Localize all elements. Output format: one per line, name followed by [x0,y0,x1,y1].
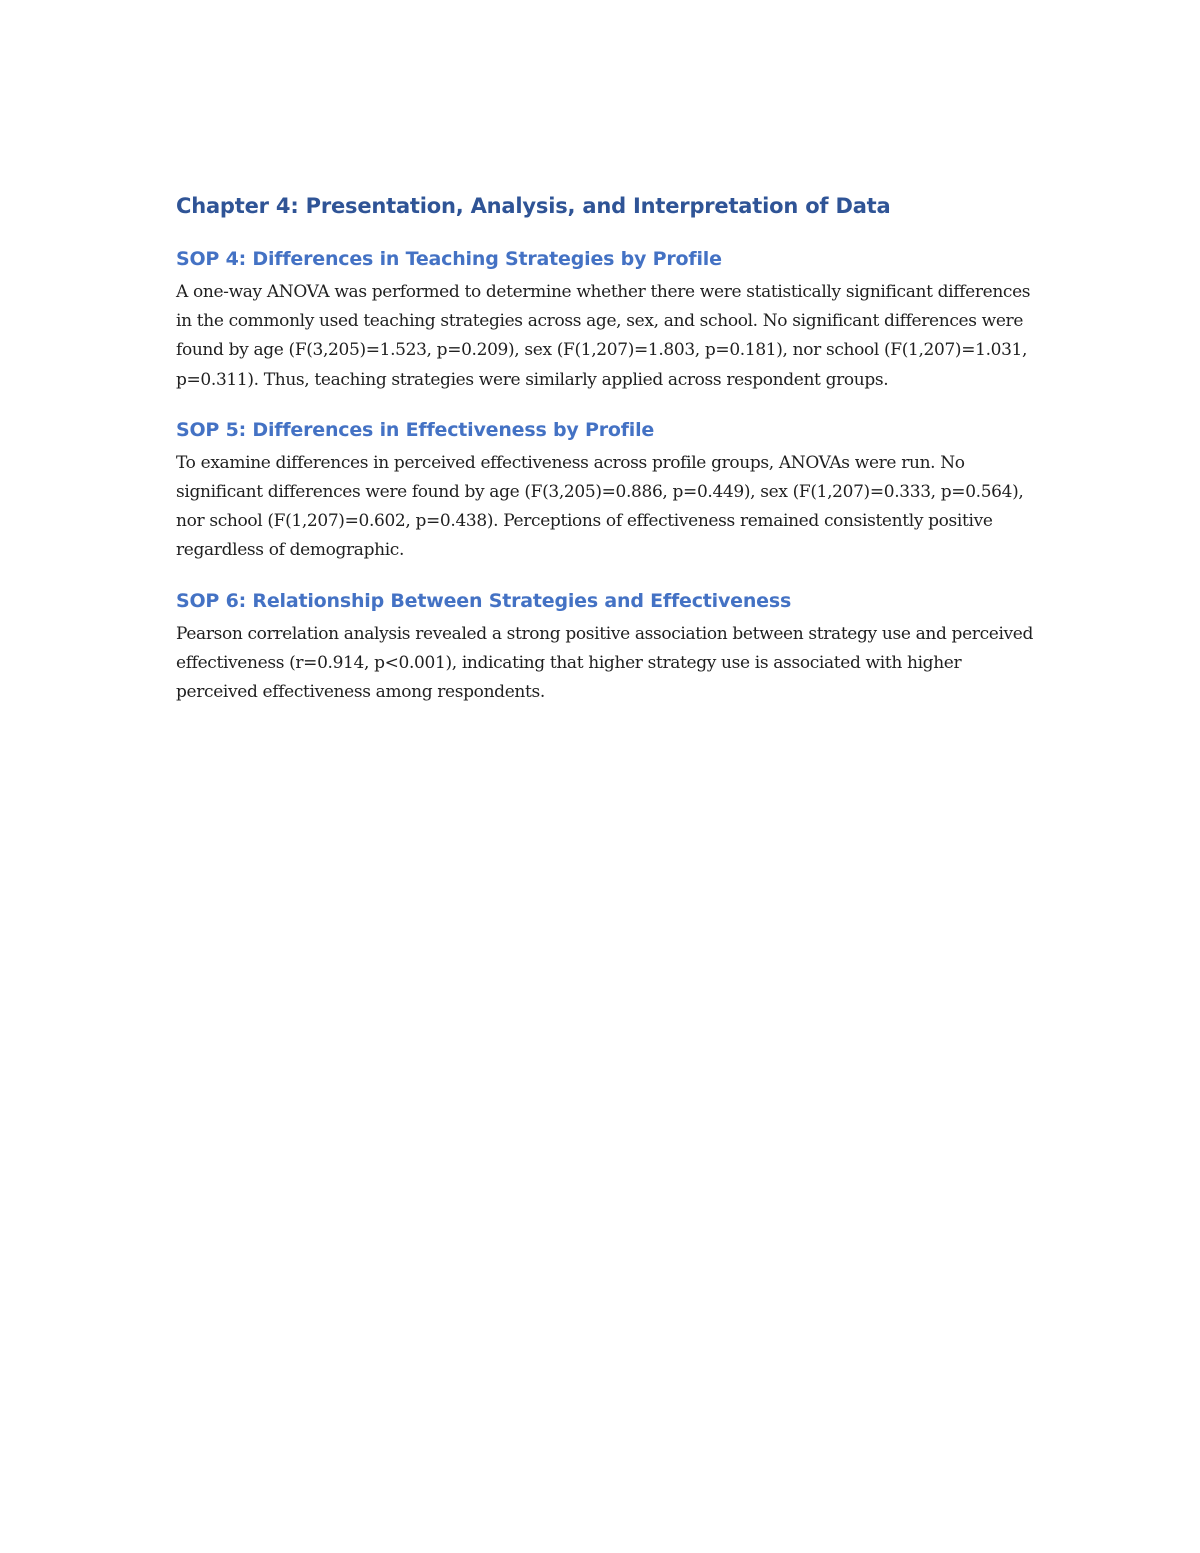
section-heading-sop5: SOP 5: Differences in Effectiveness by Profile [176,418,655,441]
document-content [176,190,1036,727]
section-body-sop6: Pearson correlation analysis revealed a strong positive association between strategy use and perceived effectiveness (r=0.914, p<0.001), indicating that higher strategy use is associated with higher perceived effectiveness among respondents. [176,623,1034,703]
chapter-title: Chapter 4: Presentation, Analysis, and Interpretation of Data [176,194,891,218]
section-body-sop4: A one-way ANOVA was performed to determine whether there were statistically significant differences in the commonly used teaching strategies across age, sex, and school. No significant differences were found by age (F(3,205)=1.523, p=0.209), sex (F(1,207)=1.803, p=0.181), nor school (F(1,207)=1.031, p=0.311). Thus, teaching strategies were similarly applied across respondent groups. [176,282,1031,390]
section-heading-sop4: SOP 4: Differences in Teaching Strategies by Profile [176,248,722,270]
section-body-sop5: To examine differences in perceived effectiveness across profile groups, ANOVAs were run. No significant differences were found by age (F(3,205)=0.886, p=0.449), sex (F(1,207)=0.333, p=0.564), nor school (F(1,207)=0.602, p=0.438). Perceptions of effectiveness remained consistently positive regardless of demographic. [176,452,1024,561]
section-heading-sop6: SOP 6: Relationship Between Strategies and Effectiveness [176,589,792,612]
